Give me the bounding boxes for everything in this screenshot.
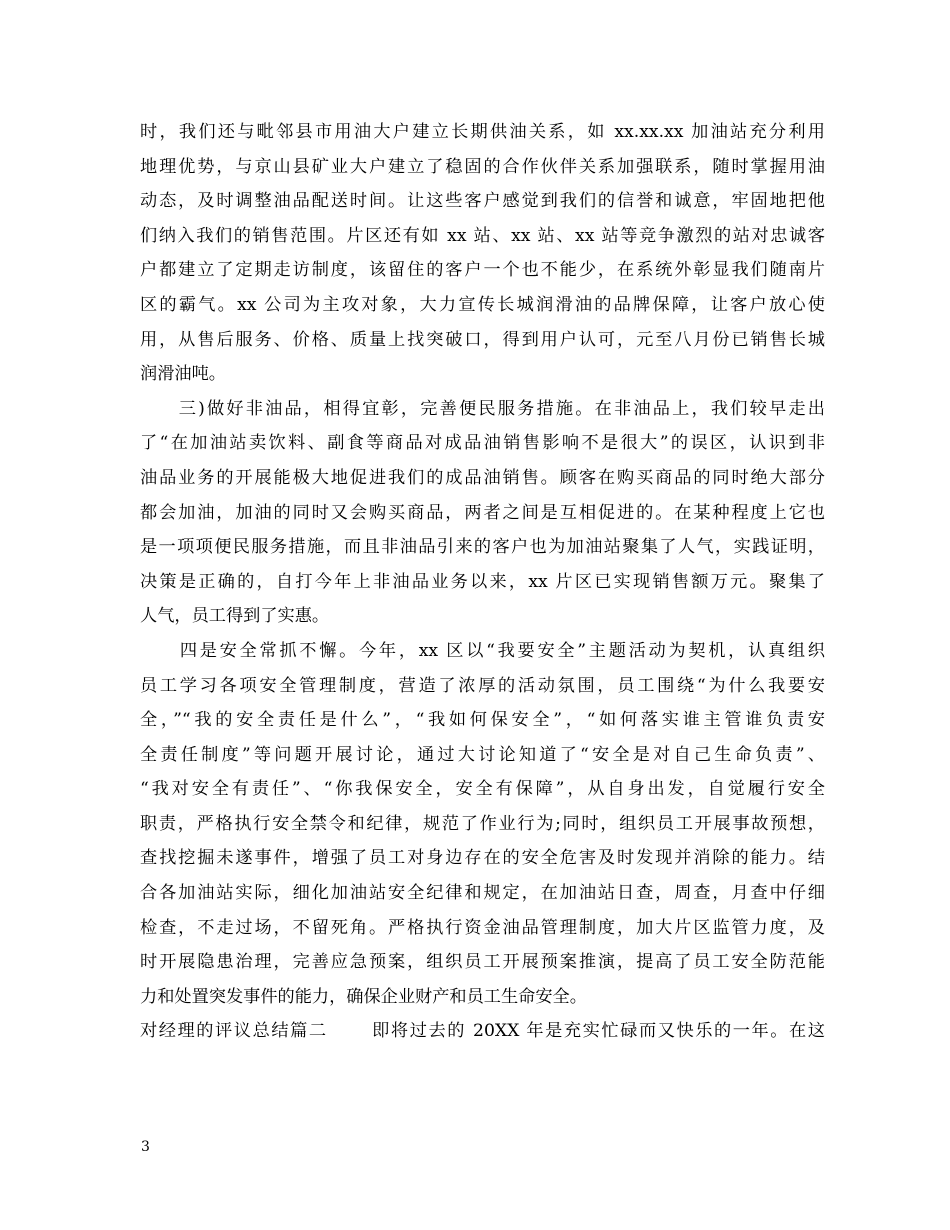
text-line: 油品业务的开展能极大地促进我们的成品油销售。顾客在购买商品的同时绝大部分 [140, 467, 825, 488]
text-line: 用，从售后服务、价格、质量上找突破口，得到用户认可，元至八月份已销售长城 [140, 329, 825, 350]
text-line: 是一项项便民服务措施，而且非油品引来的客户也为加油站聚集了人气，实践证明， [140, 537, 825, 558]
text-line: 们纳入我们的销售范围。片区还有如 xx 站、xx 站、xx 站等竞争激烈的站对忠诚客 [140, 225, 825, 246]
text-line: 时，我们还与毗邻县市用油大户建立长期供油关系，如 xx.xx.xx 加油站充分利用 [140, 122, 825, 142]
text-line: “我对安全有责任”、“你我保安全，安全有保障”，从自身出发，自觉履行安全 [140, 779, 825, 800]
text-line: 合各加油站实际，细化加油站安全纪律和规定，在加油站日查，周查，月查中仔细 [140, 883, 825, 904]
text-line: 地理优势，与京山县矿业大户建立了稳固的合作伙伴关系加强联系，随时掌握用油 [140, 156, 825, 177]
text-line: 润滑油吨。 [140, 364, 226, 385]
text-line: 查找挖掘未遂事件，增强了员工对身边存在的安全危害及时发现并消除的能力。结 [140, 848, 825, 869]
document-body [140, 117, 825, 1051]
text-line: 决策是正确的，自打今年上非油品业务以来，xx 片区已实现销售额万元。聚集了 [140, 571, 825, 592]
text-line: 全，”“我的安全责任是什么”，“我如何保安全”，“如何落实谁主管谁负责安 [140, 710, 825, 731]
text-line: 员工学习各项安全管理制度，营造了浓厚的活动氛围，员工围绕“为什么我要安 [140, 675, 825, 696]
text-line: 职责，严格执行安全禁令和纪律，规范了作业行为;同时，组织员工开展事故预想， [140, 813, 825, 834]
text-line: 三)做好非油品，相得宜彰，完善便民服务措施。在非油品上，我们较早走出 [140, 398, 825, 419]
section-heading-line: 对经理的评议总结篇二 即将过去的 20XX 年是充实忙碌而又快乐的一年。在这 [140, 1021, 825, 1042]
text-line: 全责任制度”等问题开展讨论，通过大讨论知道了“安全是对自己生命负责”、 [140, 744, 825, 765]
text-line: 力和处置突发事件的能力，确保企业财产和员工生命安全。 [140, 986, 587, 1007]
text-line: 动态，及时调整油品配送时间。让这些客户感觉到我们的信誉和诚意，牢固地把他 [140, 191, 825, 212]
text-line: 户都建立了定期走访制度，该留住的客户一个也不能少，在系统外彰显我们随南片 [140, 260, 825, 281]
text-line: 四是安全常抓不懈。今年，xx 区以“我要安全”主题活动为契机，认真组织 [140, 640, 825, 661]
text-line: 都会加油，加油的同时又会购买商品，两者之间是互相促进的。在某种程度上它也 [140, 502, 825, 523]
text-line: 人气，员工得到了实惠。 [140, 606, 330, 627]
text-line: 了“在加油站卖饮料、副食等商品对成品油销售影响不是很大”的误区，认识到非 [140, 433, 825, 454]
page-number: 3 [141, 1139, 150, 1155]
text-line: 检查，不走过场，不留死角。严格执行资金油品管理制度，加大片区监管力度，及 [140, 917, 825, 938]
text-line: 区的霸气。xx 公司为主攻对象，大力宣传长城润滑油的品牌保障，让客户放心使 [140, 294, 825, 315]
text-line: 时开展隐患治理，完善应急预案，组织员工开展预案推演，提高了员工安全防范能 [140, 952, 825, 973]
